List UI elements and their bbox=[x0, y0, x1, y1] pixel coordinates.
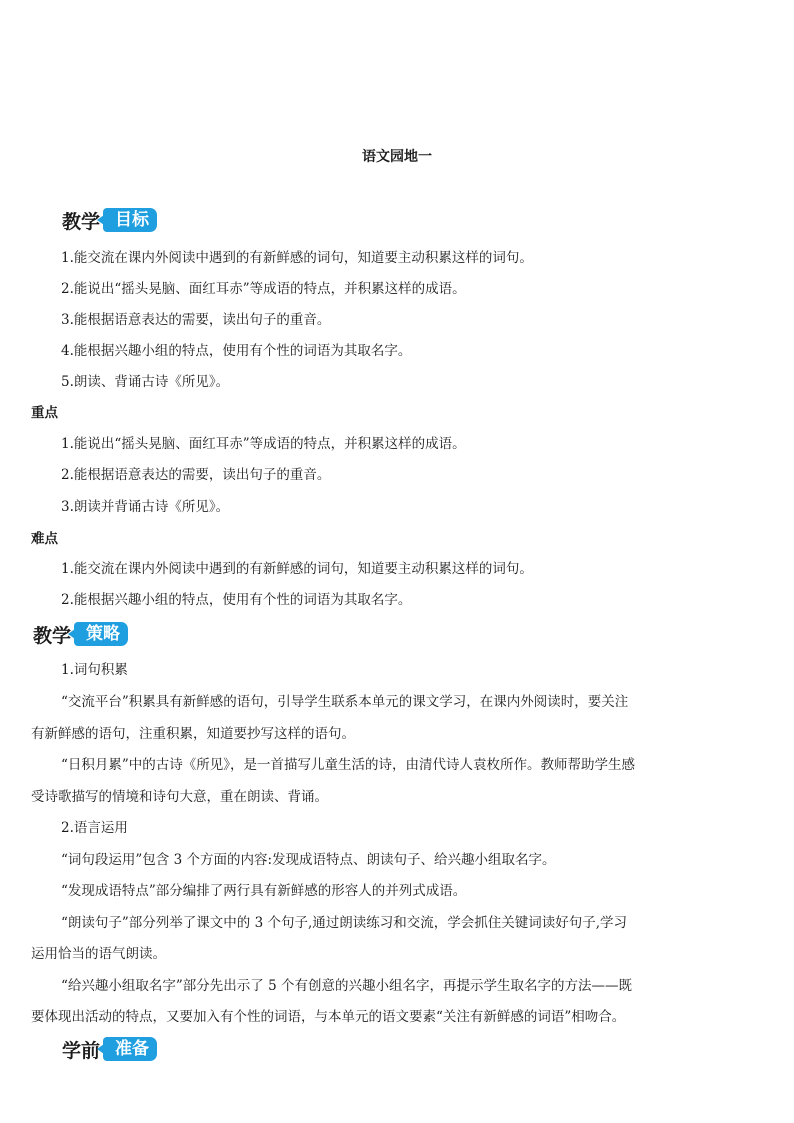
page-title: 语文园地一 bbox=[362, 149, 432, 165]
strategy-subheading: 2.语言运用 bbox=[61, 820, 128, 836]
heading-prefix: 教学 bbox=[33, 624, 72, 647]
section-heading-prep bbox=[62, 1036, 157, 1062]
key-point-item: 2.能根据语意表达的需要，读出句子的重音。 bbox=[61, 467, 331, 483]
strategy-paragraph-line: “日积月累”中的古诗《所见》，是一首描写儿童生活的诗，由清代诗人袁枚所作。教师帮助学生感 bbox=[61, 757, 636, 773]
heading-prefix: 学前 bbox=[62, 1039, 101, 1062]
strategy-paragraph-line: “发现成语特点”部分编排了两行具有新鲜感的形容人的并列式成语。 bbox=[61, 883, 467, 899]
strategy-paragraph-line: “朗读句子”部分列举了课文中的 3 个句子,通过朗读练习和交流，学会抓住关键词读好句子,学习 bbox=[61, 915, 628, 931]
section-heading-objectives bbox=[62, 207, 157, 233]
objective-item: 3.能根据语意表达的需要，读出句子的重音。 bbox=[61, 312, 331, 328]
strategy-paragraph-line: 受诗歌描写的情境和诗句大意，重在朗读、背诵。 bbox=[31, 789, 328, 805]
heading-prefix: 教学 bbox=[62, 210, 101, 233]
heading-tag: 准备 bbox=[103, 1037, 157, 1061]
strategy-paragraph-line: “交流平台”积累具有新鲜感的语句，引导学生联系本单元的课文学习，在课内外阅读时，要关注 bbox=[61, 694, 629, 710]
strategy-subheading: 1.词句积累 bbox=[61, 662, 128, 678]
strategy-paragraph-line: 要体现出活动的特点，又要加入有个性的词语，与本单元的语文要素“关注有新鲜感的词语”相吻合。 bbox=[31, 1009, 626, 1025]
objective-item: 4.能根据兴趣小组的特点，使用有个性的词语为其取名字。 bbox=[61, 343, 412, 359]
strategy-paragraph-line: 运用恰当的语气朗读。 bbox=[31, 946, 166, 962]
strategy-paragraph-line: “给兴趣小组取名字”部分先出示了 5 个有创意的兴趣小组名字，再提示学生取名字的方法——既 bbox=[61, 978, 632, 994]
strategy-paragraph-line: 有新鲜感的语句，注重积累，知道要抄写这样的语句。 bbox=[31, 726, 355, 742]
section-heading-strategy bbox=[33, 621, 128, 647]
heading-tag: 目标 bbox=[103, 208, 157, 232]
key-point-item: 1.能说出“摇头晃脑、面红耳赤”等成语的特点，并积累这样的成语。 bbox=[61, 436, 466, 452]
key-point-item: 3.朗读并背诵古诗《所见》。 bbox=[61, 499, 230, 515]
objective-item: 5.朗读、背诵古诗《所见》。 bbox=[61, 374, 230, 390]
key-points-label: 重点 bbox=[31, 405, 58, 421]
difficult-point-item: 2.能根据兴趣小组的特点，使用有个性的词语为其取名字。 bbox=[61, 592, 412, 608]
objective-item: 2.能说出“摇头晃脑、面红耳赤”等成语的特点，并积累这样的成语。 bbox=[61, 281, 466, 297]
heading-tag: 策略 bbox=[74, 622, 128, 646]
difficult-point-item: 1.能交流在课内外阅读中遇到的有新鲜感的词句，知道要主动积累这样的词句。 bbox=[61, 561, 533, 577]
difficult-points-label: 难点 bbox=[31, 531, 58, 547]
objective-item: 1.能交流在课内外阅读中遇到的有新鲜感的词句，知道要主动积累这样的词句。 bbox=[61, 250, 533, 266]
strategy-paragraph-line: “词句段运用”包含 3 个方面的内容:发现成语特点、朗读句子、给兴趣小组取名字。 bbox=[61, 852, 556, 868]
